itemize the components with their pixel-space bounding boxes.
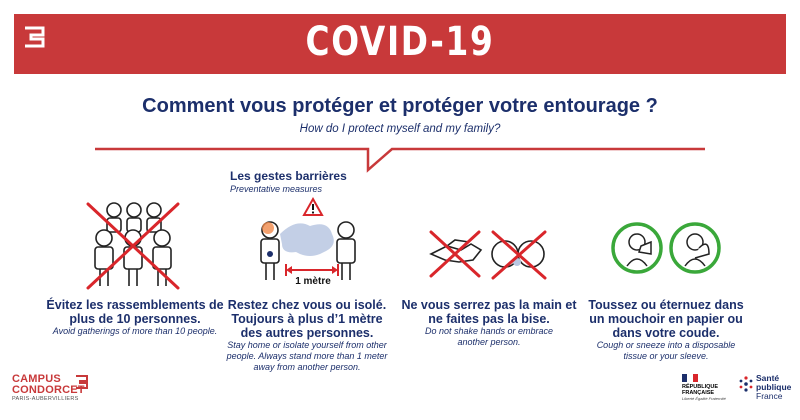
campus-mark-icon (74, 374, 90, 390)
title-banner (14, 14, 786, 74)
distance-label: 1 mètre (295, 276, 331, 287)
campus-line2: CONDORCET (12, 384, 85, 396)
measure-2-title: Restez chez vous ou isolé. Toujours à plus d’1 mètre des autres personnes. (227, 298, 387, 340)
republic-line1: RÉPUBLIQUE (682, 384, 719, 390)
republic-motto: Liberté Égalité Fraternité (682, 396, 726, 401)
measure-1-title: Évitez les rassemblements de plus de 10 personnes. (46, 298, 224, 326)
page-subheadline: How do I protect myself and my family? (299, 123, 501, 135)
spf-line1: Santé (756, 373, 780, 383)
spf-line3: France (756, 391, 783, 401)
campus-line3: PARIS-AUBERVILLIERS (12, 396, 79, 402)
gestures-subtitle: Preventative measures (230, 184, 323, 194)
banner-title: COVID-19 (305, 19, 495, 65)
crowd-illustration-icon (78, 196, 188, 296)
sante-publique-france-logo (738, 374, 794, 410)
measure-4-subtitle: Cough or sneeze into a disposable tissue or your sleeve. (596, 340, 736, 361)
campus-line1: CAMPUS (12, 373, 61, 385)
campus-logo-icon (22, 24, 48, 50)
page-headline: Comment vous protéger et protéger votre entourage ? (142, 95, 658, 117)
speech-bubble-line (0, 140, 800, 180)
sante-publique-dots-icon (738, 376, 754, 392)
no-handshake-illustration-icon (425, 196, 550, 296)
campus-condorcet-logo (12, 374, 102, 410)
french-flag-icon (682, 374, 698, 382)
measure-3-subtitle: Do not shake hands or embrace another person. (424, 326, 554, 347)
measure-3-title: Ne vous serrez pas la main et ne faites pas la bise. (401, 298, 577, 326)
gestures-title: Les gestes barrières (230, 169, 347, 183)
measure-4-title: Toussez ou éternuez dans un mouchoir en papier ou dans votre coude. (588, 298, 744, 340)
spf-line2: publique (756, 382, 792, 392)
republic-line2: FRANÇAISE (682, 390, 715, 396)
republique-francaise-logo (682, 374, 734, 410)
measure-2-subtitle: Stay home or isolate yourself from other people. Always stand more than 1 meter away from another person. (226, 340, 388, 372)
measure-1-subtitle: Avoid gatherings of more than 10 people. (52, 326, 218, 336)
cough-elbow-illustration-icon (605, 196, 730, 296)
